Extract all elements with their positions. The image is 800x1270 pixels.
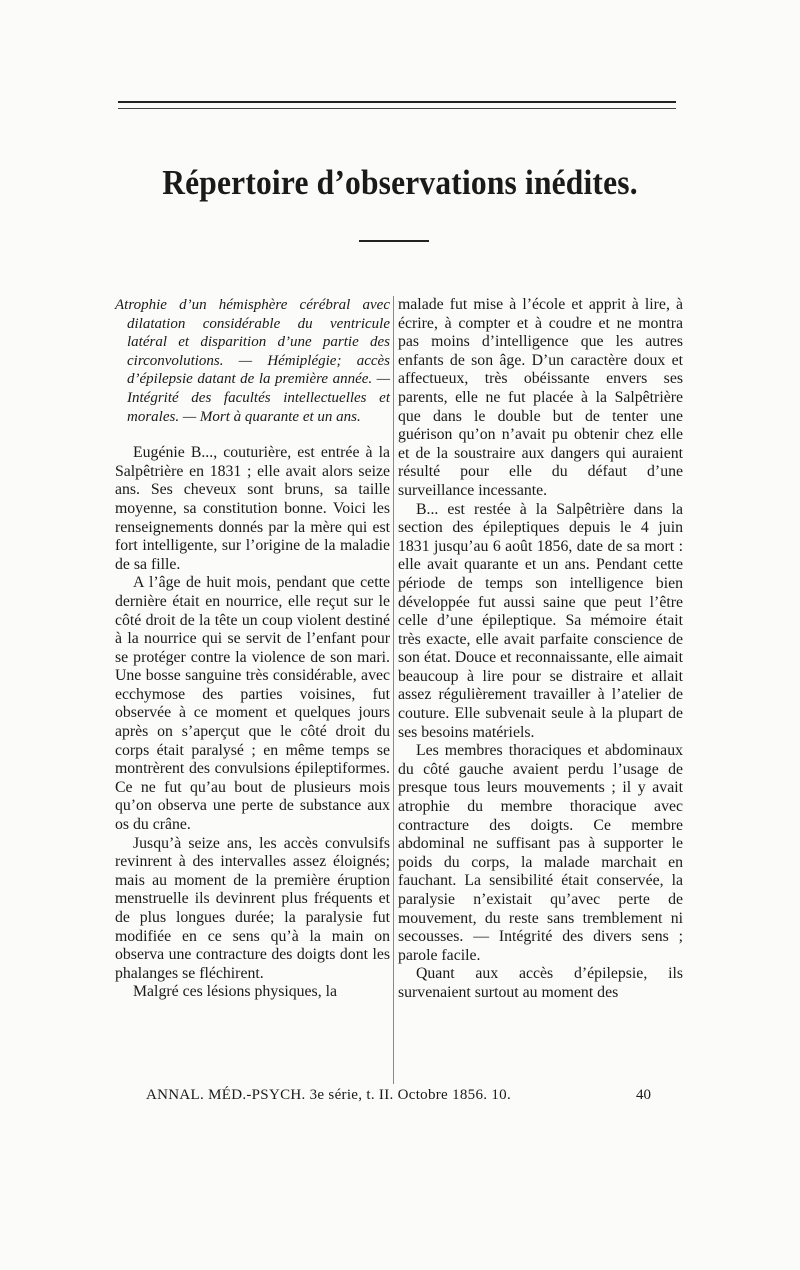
paragraph: B... est restée à la Salpêtrière dans la section des épileptiques depuis le 4 juin 1831 jusqu’au 6 août 1856, date de sa mort : elle avait quarante et un ans. Pendant cette période de temps son intelligence bien développée fut aussi saine que peut l’être celle d’une épileptique. Sa mémoire était très exacte, elle avait parfaite conscience de son état. Douce et reconnaissante, elle aimait beaucoup à lire pour se distraire et allait assez régulièrement travailler à l’atelier de couture. Elle subvenait seule à la plupart de ses besoins matériels. (398, 500, 683, 741)
left-column (115, 296, 390, 1002)
page-title: Répertoire d’observations inédites. (162, 163, 638, 202)
page-footer (146, 1087, 651, 1104)
paragraph: Jusqu’à seize ans, les accès convulsifs revinrent à des intervalles assez éloignés; mais au moment de la première éruption menstruelle ils devinrent plus fréquents et de plus longues durée; la paralysie fut modifiée en ce sens qu’à la main on observa une contracture des doigts dont les phalanges se fléchirent. (115, 834, 390, 982)
title-divider (359, 240, 429, 242)
header-rule-thin (118, 108, 676, 109)
header-rule (118, 101, 676, 103)
paragraph: A l’âge de huit mois, pendant que cette dernière était en nourrice, elle reçut sur le côté droit de la tête un coup violent destiné à la nourrice qui se servit de l’enfant pour se protéger contre la violence de son mari. Une bosse sanguine très considérable, avec ecchymose des parties voisines, fut observée à ce moment et quelques jours après on s’aperçut que le côté droit du corps était paralysé ; en même temps se montrèrent des convulsions épileptiformes. Ce ne fut qu’au bout de plusieurs mois qu’on observa une perte de substance aux os du crâne. (115, 574, 390, 834)
column-divider (393, 296, 394, 1084)
paragraph: Les membres thoraciques et abdominaux du côté gauche avaient perdu l’usage de presque tous leurs mouvements ; il y avait atrophie du membre thoracique avec contracture des doigts. Ce membre abdominal ne suffisant pas à supporter le poids du corps, la malade marchait en fauchant. La sensibilité était conservée, la paralysie n’existait qu’avec perte de mouvement, du reste sans tremblement ni secousses. — Intégrité des divers sens ; parole facile. (398, 742, 683, 964)
case-summary: Atrophie d’un hémisphère cérébral avec dilatation considérable du ventricule latéral et disparition d’une partie des circonvolutions. — Hémiplégie; accès d’épilepsie datant de la première année. — Intégrité des facultés intellectuelles et morales. — Mort à quarante et un ans. (115, 297, 390, 425)
journal-citation: ANNAL. MÉD.-PSYCH. 3e série, t. II. Octobre 1856. 10. (146, 1087, 512, 1103)
page-number: 40 (636, 1087, 651, 1103)
paragraph: Eugénie B..., couturière, est entrée à la Salpêtrière en 1831 ; elle avait alors seize ans. Ses cheveux sont bruns, sa taille moyenne, sa constitution bonne. Voici les renseignements donnés par la mère qui est fort intelligente, sur l’origine de la maladie de sa fille. (115, 444, 390, 573)
paragraph: malade fut mise à l’école et apprit à lire, à écrire, à compter et à coudre et ne montra pas moins d’intelligence que les autres enfants de son âge. D’un caractère doux et affectueux, très obéissante envers ses parents, elle ne fut placée à la Salpêtrière que dans le double but de tenter une guérison qu’on n’avait pu obtenir chez elle et de la soustraire aux dangers qui auraient résulté pour elle du défaut d’une surveillance incessante. (398, 296, 683, 499)
paragraph: Malgré ces lésions physiques, la (133, 983, 338, 1001)
paragraph: Quant aux accès d’épilepsie, ils survenaient surtout au moment des (398, 965, 683, 1001)
right-column (398, 296, 683, 1003)
